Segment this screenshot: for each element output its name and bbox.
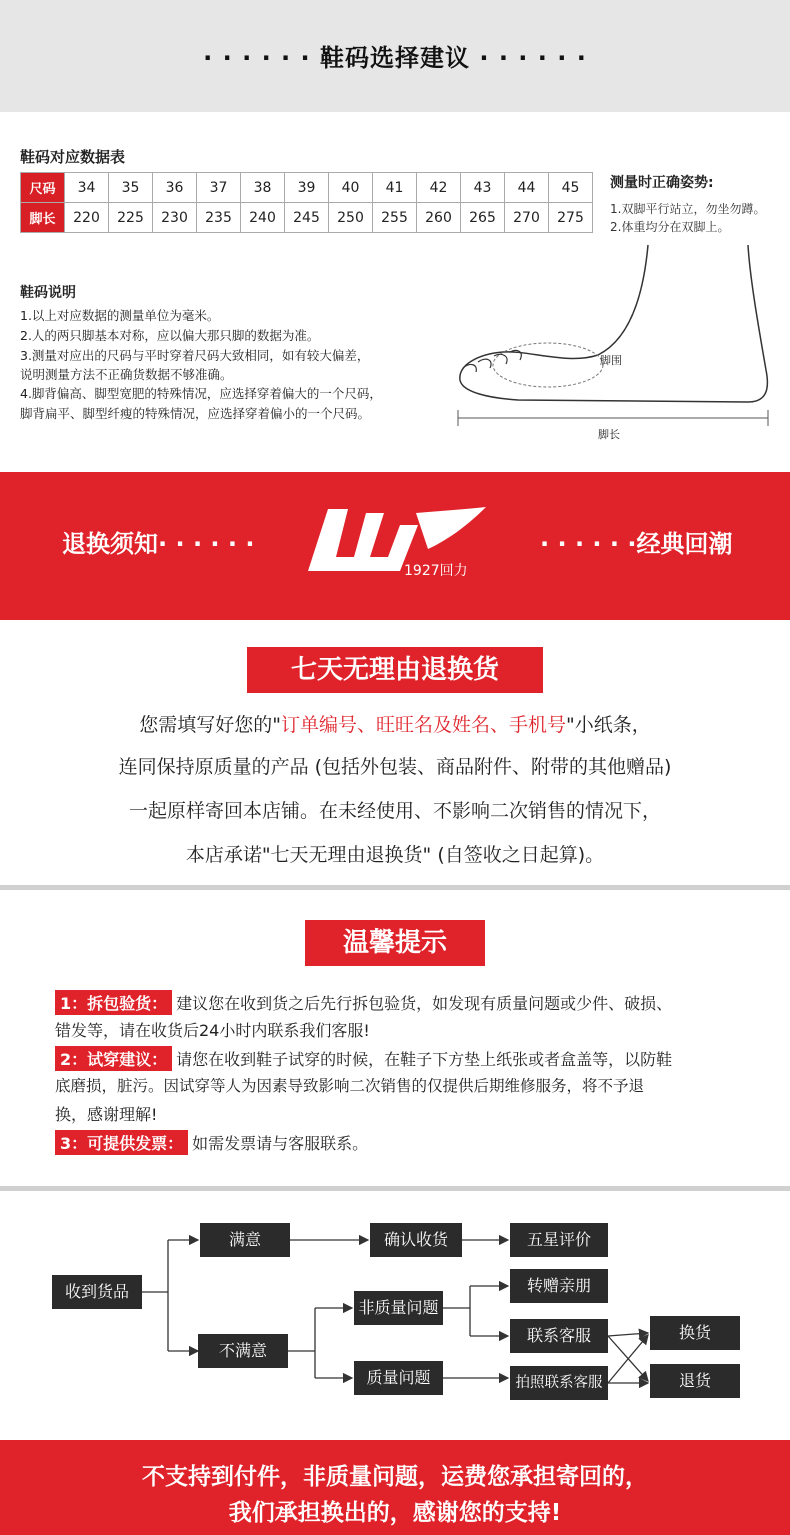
flow-photo-contact-service: 拍照联系客服 (510, 1366, 608, 1400)
size-note-line: 3.测量对应出的尺码与平时穿着尺码大致相同，如有较大偏差， (20, 348, 370, 363)
length-cell: 250 (329, 203, 373, 233)
length-cell: 265 (461, 203, 505, 233)
posture-line: 2.体重均分在双脚上。 (610, 220, 730, 234)
flow-contact-service: 联系客服 (510, 1319, 608, 1353)
tip-2-text: 请您在收到鞋子试穿的时候，在鞋子下方垫上纸张或者盒盖等，以防鞋 (176, 1050, 673, 1069)
tip-3-line-1 (55, 1130, 368, 1155)
size-cell: 43 (461, 173, 505, 203)
size-table (20, 172, 593, 233)
tips-tag: 温馨提示 (305, 920, 485, 966)
size-row-label: 尺码 (21, 173, 65, 203)
length-cell: 260 (417, 203, 461, 233)
flow-non-quality-issue: 非质量问题 (354, 1291, 443, 1325)
bottom-line-1: 不支持到付件，非质量问题，运费您承担寄回的， (142, 1464, 648, 1490)
size-cell: 39 (285, 173, 329, 203)
length-cell: 225 (109, 203, 153, 233)
posture-line: 1.双脚平行站立，勿坐勿蹲。 (610, 202, 766, 216)
size-cell: 42 (417, 173, 461, 203)
length-cell: 240 (241, 203, 285, 233)
length-row-label: 脚长 (21, 203, 65, 233)
section-divider (0, 1186, 790, 1191)
size-cell: 35 (109, 173, 153, 203)
return-line-1-pre: 您需填写好您的" (139, 714, 281, 736)
size-cell: 40 (329, 173, 373, 203)
foot-outline (460, 245, 768, 402)
return-line-3: 一起原样寄回本店铺。在未经使用、不影响二次销售的情况下， (128, 800, 661, 822)
flow-confirm-receipt: 确认收货 (370, 1223, 462, 1257)
foot-girth-label: 脚围 (600, 354, 622, 367)
length-cell: 220 (65, 203, 109, 233)
logo-text: 1927回力 (404, 563, 468, 579)
length-cell: 245 (285, 203, 329, 233)
length-cell: 230 (153, 203, 197, 233)
return-line-1-post: "小纸条， (566, 714, 651, 736)
posture-title: 测量时正确姿势: (610, 175, 714, 191)
size-cell: 34 (65, 173, 109, 203)
size-notes-title: 鞋码说明 (20, 285, 76, 301)
flow-gift-friends: 转赠亲朋 (510, 1269, 608, 1303)
flow-five-star: 五星评价 (510, 1223, 608, 1257)
tip-2-line-2: 底磨损，脏污。因试穿等人为因素导致影响二次销售的仅提供后期维修服务，将不予退 (55, 1077, 645, 1095)
size-cell: 45 (549, 173, 593, 203)
size-cell: 38 (241, 173, 285, 203)
banner-left-text: 退换须知· · · · · · (62, 530, 255, 558)
foot-length-label: 脚长 (598, 428, 620, 441)
length-cell: 235 (197, 203, 241, 233)
return-policy-tag: 七天无理由退换货 (247, 647, 543, 693)
flow-quality-issue: 质量问题 (354, 1361, 443, 1395)
bottom-line-2: 我们承担换出的，感谢您的支持! (228, 1500, 562, 1526)
flow-refund: 退货 (650, 1364, 740, 1398)
page-title: · · · · · · 鞋码选择建议 · · · · · · (203, 44, 587, 72)
flow-unsatisfied: 不满意 (198, 1334, 288, 1368)
size-note-line: 2.人的两只脚基本对称，应以偏大那只脚的数据为准。 (20, 328, 320, 343)
size-cell: 36 (153, 173, 197, 203)
return-line-4: 本店承诺"七天无理由退换货" (自签收之日起算)。 (185, 844, 605, 866)
size-note-line: 脚背扁平、脚型纤瘦的特殊情况，应选择穿着偏小的一个尺码。 (20, 406, 371, 421)
return-line-2: 连同保持原质量的产品 (包括外包装、商品附件、附带的其他赠品) (118, 756, 672, 778)
return-line-1-highlight: 订单编号、旺旺名及姓名、手机号 (280, 714, 566, 736)
size-note-line: 说明测量方法不正确货数据不够准确。 (20, 367, 233, 382)
length-row (21, 203, 593, 233)
flow-satisfied: 满意 (200, 1223, 290, 1257)
tip-3-label: 3：可提供发票： (55, 1130, 188, 1155)
length-cell: 275 (549, 203, 593, 233)
flow-received: 收到货品 (52, 1275, 142, 1309)
length-cell: 255 (373, 203, 417, 233)
tip-2-line-3: 换，感谢理解! (55, 1105, 158, 1124)
tip-1-line-2: 错发等，请在收货后24小时内联系我们客服! (55, 1021, 370, 1040)
section-divider (0, 885, 790, 890)
size-cell: 37 (197, 173, 241, 203)
tip-1-line-1 (55, 990, 672, 1015)
tip-3-text: 如需发票请与客服联系。 (192, 1134, 369, 1153)
size-note-line: 1.以上对应数据的测量单位为毫米。 (20, 308, 220, 323)
foot-diagram (448, 240, 778, 440)
tip-1-label: 1：拆包验货： (55, 990, 172, 1015)
girth-loop (493, 343, 603, 387)
size-cell: 41 (373, 173, 417, 203)
tip-1-text: 建议您在收到货之后先行拆包验货，如发现有质量问题或少件、破损、 (176, 994, 673, 1013)
size-row (21, 173, 593, 203)
size-cell: 44 (505, 173, 549, 203)
size-note-line: 4.脚背偏高、脚型宽肥的特殊情况，应选择穿着偏大的一个尺码， (20, 386, 382, 401)
size-table-heading: 鞋码对应数据表 (20, 148, 126, 166)
length-cell: 270 (505, 203, 549, 233)
banner-right-text: · · · · · ·经典回潮 (540, 530, 733, 558)
tip-2-line-1 (55, 1046, 672, 1071)
tip-2-label: 2：试穿建议： (55, 1046, 172, 1071)
flow-exchange: 换货 (650, 1316, 740, 1350)
return-line-1 (0, 710, 790, 737)
